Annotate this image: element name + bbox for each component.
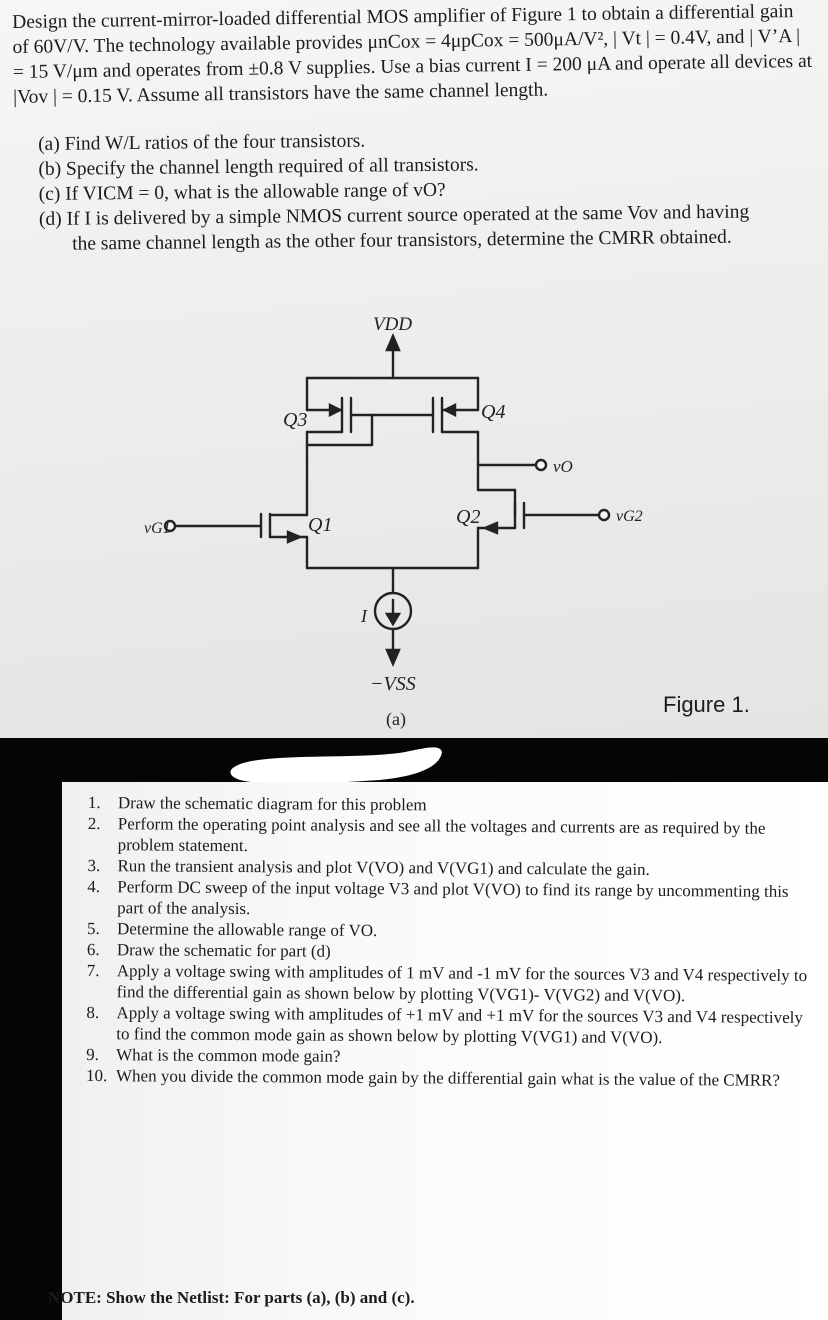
vdd-label: VDD: [373, 314, 413, 335]
list-item: [87, 960, 817, 1007]
part-c: (c) If VICM = 0, what is the allowable range of vO?: [38, 179, 446, 205]
task-text: Apply a voltage swing with amplitudes of +1 mV and +1 mV for the sources V3 and V4 respectively to find the common mode gain as shown below by plotting V(VG1) and V(VO).: [116, 1003, 803, 1048]
part-d: (d) If I is delivered by a simple NMOS current source operated at the same Vov and having: [38, 201, 750, 230]
task-number: 10.: [85, 1065, 108, 1086]
vg2-label: vG2: [616, 508, 643, 525]
list-item: [87, 876, 817, 923]
task-text: When you divide the common mode gain by the differential gain what is the value of the CMRR?: [115, 1066, 781, 1090]
task-text: Determine the allowable range of VO.: [116, 919, 378, 941]
part-a: (a) Find W/L ratios of the four transistors.: [38, 130, 366, 155]
task-list: [86, 792, 818, 1091]
q1-label: Q1: [308, 514, 333, 536]
task-number: 7.: [86, 960, 100, 981]
list-item: [88, 813, 818, 860]
part-d-continued: the same channel length as the other four transistors, determine the CMRR obtained.: [72, 226, 732, 255]
task-text: Draw the schematic diagram for this problem: [117, 793, 427, 815]
bias-current-label: I: [361, 606, 367, 626]
problem-statement: Design the current-mirror-loaded differential MOS amplifier of Figure 1 to obtain a differential gain of 60V/V. The technology available provides μnCox = 4μpCox = 500μA/V², | Vt | = 0.4V, and | V’A | = 15 V/μm and operates from ±0.8 V supplies. Use a bias current I = 200 μA and operate all devices at |Vov | = 0.15 V. Assume all transistors have the same channel length.: [12, 1, 813, 108]
figure-caption: Figure 1.: [663, 692, 750, 717]
task-number: 6.: [86, 939, 100, 960]
q4-label: Q4: [481, 401, 506, 423]
redaction-mark: [0, 730, 828, 790]
task-number: 2.: [87, 813, 101, 834]
task-text: Draw the schematic for part (d): [116, 940, 331, 961]
q2-label: Q2: [456, 506, 481, 528]
q3-label: Q3: [283, 409, 308, 431]
netlist-note: NOTE: Show the Netlist: For parts (a), (b) and (c).: [48, 1288, 415, 1307]
vg1-label: vG1: [144, 520, 171, 537]
task-text: Run the transient analysis and plot V(VO) and V(VG1) and calculate the gain.: [117, 856, 650, 879]
task-number: 8.: [86, 1002, 100, 1023]
task-number: 9.: [86, 1044, 99, 1065]
task-text: Perform DC sweep of the input voltage V3 and plot V(VO) to find its range by uncommenting this part of the analysis.: [117, 877, 789, 919]
task-number: 5.: [86, 918, 100, 939]
task-text: Perform the operating point analysis and see all the voltages and currents are as required by the problem statement.: [117, 814, 766, 856]
part-b: (b) Specify the channel length required of all transistors.: [38, 154, 479, 180]
task-number: 3.: [87, 855, 101, 876]
task-text: Apply a voltage swing with amplitudes of 1 mV and -1 mV for the sources V3 and V4 respectively to find the differential gain as shown below by plotting V(VG1)- V(VG2) and V(VO).: [116, 961, 808, 1006]
task-number: 4.: [87, 876, 101, 897]
list-item: [86, 1002, 816, 1049]
subfigure-label: (a): [386, 709, 406, 729]
task-text: What is the common mode gain?: [116, 1045, 341, 1066]
vss-label: −VSS: [370, 673, 416, 695]
black-background-left: [0, 782, 62, 1320]
vdd-arrow: [387, 336, 399, 350]
vo-label: vO: [553, 457, 573, 476]
task-number: 1.: [87, 793, 101, 813]
